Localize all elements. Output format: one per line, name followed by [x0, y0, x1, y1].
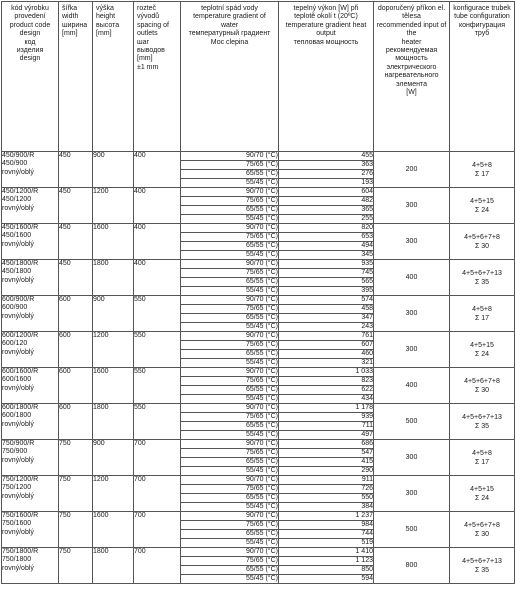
product-code-cell [2, 152, 59, 188]
table-row [2, 260, 515, 269]
recommended-power-cell: 300 [374, 188, 450, 224]
heat-output-cell: 519 [279, 539, 374, 548]
recommended-power-cell: 300 [374, 440, 450, 476]
gradient-cell: 65/55 (°C) [181, 566, 279, 575]
gradient-cell: 90/70 (°C) [181, 332, 279, 341]
heat-output-cell: 984 [279, 521, 374, 530]
product-code-line: rovný/oblý [2, 420, 34, 428]
heat-output-cell: 395 [279, 287, 374, 296]
tube-configuration-line: 4+5+6+7+8 [464, 377, 500, 385]
heat-output-cell: 1 178 [279, 404, 374, 413]
heat-output-cell: 594 [279, 575, 374, 584]
header-temperature-gradient: teplotní spád vody temperature gradient of water температурный градиент Мос clepina [181, 2, 279, 152]
tube-configuration-line: Σ 35 [474, 278, 490, 286]
product-code-line: 450/1800 [2, 268, 32, 276]
product-code-cell [2, 368, 59, 404]
product-code-line: 600/1800/R [2, 404, 39, 411]
table-row [2, 512, 515, 521]
height-cell: 1200 [93, 332, 134, 368]
heat-output-cell: 574 [279, 296, 374, 305]
height-cell: 1800 [93, 548, 134, 584]
tube-configuration-line: 4+5+8 [472, 161, 492, 169]
tube-configuration-line: 4+5+15 [470, 341, 494, 349]
tube-configuration-line: Σ 30 [474, 242, 490, 250]
heat-output-cell: 1 123 [279, 557, 374, 566]
height-cell: 1200 [93, 476, 134, 512]
width-cell: 750 [59, 476, 93, 512]
heat-output-cell: 193 [279, 179, 374, 188]
tube-configuration-line: Σ 35 [474, 566, 490, 574]
gradient-cell: 65/55 (°C) [181, 494, 279, 503]
product-code-line: 450/900/R [2, 152, 35, 159]
heat-output-cell: 604 [279, 188, 374, 197]
gradient-cell: 75/65 (°C) [181, 233, 279, 242]
header-product-code: kód výrobku provedení product code design код изделия design [2, 2, 59, 152]
table-row [2, 296, 515, 305]
outlet-spacing-cell: 700 [134, 476, 181, 512]
radiator-spec-table [1, 1, 515, 584]
gradient-cell: 55/45 (°C) [181, 179, 279, 188]
tube-configuration-line: 4+5+8 [472, 449, 492, 457]
height-cell: 900 [93, 440, 134, 476]
heat-output-cell: 365 [279, 206, 374, 215]
tube-configuration-cell [450, 296, 515, 332]
width-cell: 750 [59, 440, 93, 476]
tube-configuration-cell [450, 368, 515, 404]
heat-output-cell: 347 [279, 314, 374, 323]
table-row [2, 368, 515, 377]
heat-output-cell: 276 [279, 170, 374, 179]
tube-configuration-line: Σ 24 [474, 350, 490, 358]
header-tube-configuration: konfigurace trubek tube configuration конфигурация труб [450, 2, 515, 152]
product-code-line: rovný/oblý [2, 564, 34, 572]
table-row [2, 476, 515, 485]
product-code-line: 450/1200 [2, 196, 32, 204]
height-cell: 1200 [93, 188, 134, 224]
tube-configuration-line: 4+5+6+7+8 [464, 233, 500, 241]
heat-output-cell: 761 [279, 332, 374, 341]
heat-output-cell: 458 [279, 305, 374, 314]
product-code-cell [2, 296, 59, 332]
header-width: šířka width ширина [mm] [59, 2, 93, 152]
width-cell: 750 [59, 512, 93, 548]
product-code-cell [2, 512, 59, 548]
product-code-line: rovný/oblý [2, 384, 34, 392]
tube-configuration-cell [450, 404, 515, 440]
gradient-cell: 65/55 (°C) [181, 422, 279, 431]
gradient-cell: 65/55 (°C) [181, 206, 279, 215]
tube-configuration-line: 4+5+6+7+13 [462, 413, 502, 421]
heat-output-cell: 384 [279, 503, 374, 512]
heat-output-cell: 565 [279, 278, 374, 287]
table-row [2, 188, 515, 197]
gradient-cell: 55/45 (°C) [181, 467, 279, 476]
product-code-line: 450/1600 [2, 232, 32, 240]
product-code-line: rovný/oblý [2, 348, 34, 356]
heat-output-cell: 482 [279, 197, 374, 206]
gradient-cell: 65/55 (°C) [181, 530, 279, 539]
gradient-cell: 90/70 (°C) [181, 188, 279, 197]
product-code-line: 450/1200/R [2, 188, 39, 195]
product-code-line: 450/900 [2, 160, 28, 168]
recommended-power-cell: 300 [374, 224, 450, 260]
height-cell: 900 [93, 296, 134, 332]
heat-output-cell: 744 [279, 530, 374, 539]
height-cell: 1800 [93, 260, 134, 296]
height-cell: 900 [93, 152, 134, 188]
gradient-cell: 65/55 (°C) [181, 386, 279, 395]
gradient-cell: 75/65 (°C) [181, 161, 279, 170]
tube-configuration-line: 4+5+6+7+13 [462, 269, 502, 277]
heat-output-cell: 726 [279, 485, 374, 494]
tube-configuration-line: Σ 24 [474, 494, 490, 502]
tube-configuration-line: 4+5+8 [472, 305, 492, 313]
tube-configuration-line: Σ 17 [474, 458, 490, 466]
product-code-line: 750/1200 [2, 484, 32, 492]
heat-output-cell: 1 410 [279, 548, 374, 557]
tube-configuration-cell [450, 188, 515, 224]
gradient-cell: 90/70 (°C) [181, 440, 279, 449]
heat-output-cell: 1 033 [279, 368, 374, 377]
gradient-cell: 75/65 (°C) [181, 341, 279, 350]
outlet-spacing-cell: 550 [134, 368, 181, 404]
gradient-cell: 90/70 (°C) [181, 296, 279, 305]
product-code-line: 750/900/R [2, 440, 35, 447]
gradient-cell: 90/70 (°C) [181, 224, 279, 233]
tube-configuration-line: 4+5+6+7+13 [462, 557, 502, 565]
outlet-spacing-cell: 550 [134, 332, 181, 368]
outlet-spacing-cell: 550 [134, 296, 181, 332]
height-cell: 1600 [93, 368, 134, 404]
tube-configuration-line: Σ 24 [474, 206, 490, 214]
heat-output-cell: 455 [279, 152, 374, 161]
product-code-line: rovný/oblý [2, 456, 34, 464]
gradient-cell: 75/65 (°C) [181, 305, 279, 314]
heat-output-cell: 622 [279, 386, 374, 395]
heat-output-cell: 415 [279, 458, 374, 467]
width-cell: 600 [59, 296, 93, 332]
radiator-spec-sheet [1, 1, 514, 599]
product-code-line: rovný/oblý [2, 312, 34, 320]
product-code-cell [2, 404, 59, 440]
table-row [2, 440, 515, 449]
gradient-cell: 55/45 (°C) [181, 539, 279, 548]
heat-output-cell: 547 [279, 449, 374, 458]
gradient-cell: 75/65 (°C) [181, 449, 279, 458]
gradient-cell: 90/70 (°C) [181, 404, 279, 413]
tube-configuration-cell [450, 512, 515, 548]
outlet-spacing-cell: 400 [134, 188, 181, 224]
product-code-line: rovný/oblý [2, 168, 34, 176]
tube-configuration-line: 4+5+15 [470, 485, 494, 493]
product-code-line: 750/900 [2, 448, 28, 456]
product-code-line: 750/1600/R [2, 512, 39, 519]
product-code-cell [2, 476, 59, 512]
width-cell: 600 [59, 404, 93, 440]
gradient-cell: 55/45 (°C) [181, 575, 279, 584]
gradient-cell: 75/65 (°C) [181, 557, 279, 566]
product-code-line: 450/1800/R [2, 260, 39, 267]
heat-output-cell: 653 [279, 233, 374, 242]
width-cell: 450 [59, 152, 93, 188]
gradient-cell: 75/65 (°C) [181, 413, 279, 422]
gradient-cell: 65/55 (°C) [181, 242, 279, 251]
tube-configuration-cell [450, 224, 515, 260]
gradient-cell: 90/70 (°C) [181, 476, 279, 485]
gradient-cell: 65/55 (°C) [181, 170, 279, 179]
header-row [2, 2, 515, 152]
recommended-power-cell: 800 [374, 548, 450, 584]
product-code-cell [2, 188, 59, 224]
height-cell: 1600 [93, 224, 134, 260]
heat-output-cell: 434 [279, 395, 374, 404]
heat-output-cell: 850 [279, 566, 374, 575]
outlet-spacing-cell: 400 [134, 152, 181, 188]
product-code-line: 600/1600 [2, 376, 32, 384]
recommended-power-cell: 200 [374, 152, 450, 188]
header-height: výška height высота [mm] [93, 2, 134, 152]
recommended-power-cell: 400 [374, 260, 450, 296]
product-code-cell [2, 260, 59, 296]
tube-configuration-line: Σ 30 [474, 530, 490, 538]
gradient-cell: 75/65 (°C) [181, 197, 279, 206]
gradient-cell: 55/45 (°C) [181, 395, 279, 404]
gradient-cell: 65/55 (°C) [181, 350, 279, 359]
width-cell: 450 [59, 224, 93, 260]
heat-output-cell: 607 [279, 341, 374, 350]
width-cell: 450 [59, 260, 93, 296]
heat-output-cell: 745 [279, 269, 374, 278]
width-cell: 600 [59, 368, 93, 404]
product-code-cell [2, 332, 59, 368]
table-row [2, 152, 515, 161]
height-cell: 1800 [93, 404, 134, 440]
table-row [2, 404, 515, 413]
gradient-cell: 75/65 (°C) [181, 485, 279, 494]
tube-configuration-line: Σ 35 [474, 422, 490, 430]
heat-output-cell: 550 [279, 494, 374, 503]
gradient-cell: 55/45 (°C) [181, 323, 279, 332]
width-cell: 450 [59, 188, 93, 224]
outlet-spacing-cell: 400 [134, 224, 181, 260]
table-row [2, 224, 515, 233]
product-code-line: rovný/oblý [2, 276, 34, 284]
product-code-line: rovný/oblý [2, 240, 34, 248]
recommended-power-cell: 500 [374, 512, 450, 548]
product-code-line: 600/120 [2, 340, 28, 348]
tube-configuration-cell [450, 548, 515, 584]
product-code-cell [2, 224, 59, 260]
height-cell: 1600 [93, 512, 134, 548]
gradient-cell: 75/65 (°C) [181, 377, 279, 386]
width-cell: 750 [59, 548, 93, 584]
tube-configuration-cell [450, 332, 515, 368]
gradient-cell: 55/45 (°C) [181, 359, 279, 368]
tube-configuration-cell [450, 476, 515, 512]
gradient-cell: 65/55 (°C) [181, 458, 279, 467]
product-code-line: 450/1600/R [2, 224, 39, 231]
tube-configuration-cell [450, 152, 515, 188]
tube-configuration-line: 4+5+15 [470, 197, 494, 205]
heat-output-cell: 820 [279, 224, 374, 233]
gradient-cell: 55/45 (°C) [181, 215, 279, 224]
gradient-cell: 65/55 (°C) [181, 278, 279, 287]
gradient-cell: 90/70 (°C) [181, 368, 279, 377]
product-code-line: 600/900/R [2, 296, 35, 303]
heat-output-cell: 255 [279, 215, 374, 224]
heat-output-cell: 363 [279, 161, 374, 170]
heat-output-cell: 1 237 [279, 512, 374, 521]
recommended-power-cell: 300 [374, 332, 450, 368]
gradient-cell: 90/70 (°C) [181, 152, 279, 161]
heat-output-cell: 497 [279, 431, 374, 440]
product-code-line: 600/1600/R [2, 368, 39, 375]
tube-configuration-line: Σ 30 [474, 386, 490, 394]
product-code-line: rovný/oblý [2, 204, 34, 212]
heat-output-cell: 711 [279, 422, 374, 431]
tube-configuration-cell [450, 260, 515, 296]
heat-output-cell: 911 [279, 476, 374, 485]
gradient-cell: 55/45 (°C) [181, 503, 279, 512]
tube-configuration-cell [450, 440, 515, 476]
table-row [2, 548, 515, 557]
gradient-cell: 55/45 (°C) [181, 251, 279, 260]
heat-output-cell: 345 [279, 251, 374, 260]
width-cell: 600 [59, 332, 93, 368]
gradient-cell: 65/55 (°C) [181, 314, 279, 323]
product-code-line: rovný/oblý [2, 492, 34, 500]
spec-table-body [2, 152, 515, 584]
header-outlet-spacing: rozteč vývodů spacing of outlets шаг выводов [mm] ±1 mm [134, 2, 181, 152]
recommended-power-cell: 400 [374, 368, 450, 404]
outlet-spacing-cell: 700 [134, 512, 181, 548]
heat-output-cell: 243 [279, 323, 374, 332]
header-recommended-power: doporučený příkon el. tělesa recommended input of the heater рекомендуемая мощность электрического нагревательного элемента [W] [374, 2, 450, 152]
recommended-power-cell: 300 [374, 476, 450, 512]
product-code-line: 600/1200/R [2, 332, 39, 339]
heat-output-cell: 494 [279, 242, 374, 251]
gradient-cell: 75/65 (°C) [181, 521, 279, 530]
outlet-spacing-cell: 550 [134, 404, 181, 440]
heat-output-cell: 939 [279, 413, 374, 422]
gradient-cell: 75/65 (°C) [181, 269, 279, 278]
tube-configuration-line: Σ 17 [474, 170, 490, 178]
product-code-line: 600/900 [2, 304, 28, 312]
heat-output-cell: 823 [279, 377, 374, 386]
outlet-spacing-cell: 700 [134, 548, 181, 584]
heat-output-cell: 460 [279, 350, 374, 359]
product-code-line: 750/1800/R [2, 548, 39, 555]
tube-configuration-line: 4+5+6+7+8 [464, 521, 500, 529]
recommended-power-cell: 300 [374, 296, 450, 332]
heat-output-cell: 935 [279, 260, 374, 269]
heat-output-cell: 290 [279, 467, 374, 476]
product-code-line: 750/1200/R [2, 476, 39, 483]
gradient-cell: 90/70 (°C) [181, 260, 279, 269]
recommended-power-cell: 500 [374, 404, 450, 440]
product-code-cell [2, 548, 59, 584]
outlet-spacing-cell: 400 [134, 260, 181, 296]
product-code-cell [2, 440, 59, 476]
gradient-cell: 55/45 (°C) [181, 287, 279, 296]
outlet-spacing-cell: 700 [134, 440, 181, 476]
heat-output-cell: 321 [279, 359, 374, 368]
gradient-cell: 90/70 (°C) [181, 512, 279, 521]
gradient-cell: 90/70 (°C) [181, 548, 279, 557]
product-code-line: 600/1800 [2, 412, 32, 420]
product-code-line: 750/1600 [2, 520, 32, 528]
table-row [2, 332, 515, 341]
tube-configuration-line: Σ 17 [474, 314, 490, 322]
product-code-line: 750/1800 [2, 556, 32, 564]
header-heat-output: tepelný výkon [W] při teplotě okolí t (20ºC) temperature gradient heat output тепловая мощность [279, 2, 374, 152]
gradient-cell: 55/45 (°C) [181, 431, 279, 440]
product-code-line: rovný/oblý [2, 528, 34, 536]
heat-output-cell: 686 [279, 440, 374, 449]
